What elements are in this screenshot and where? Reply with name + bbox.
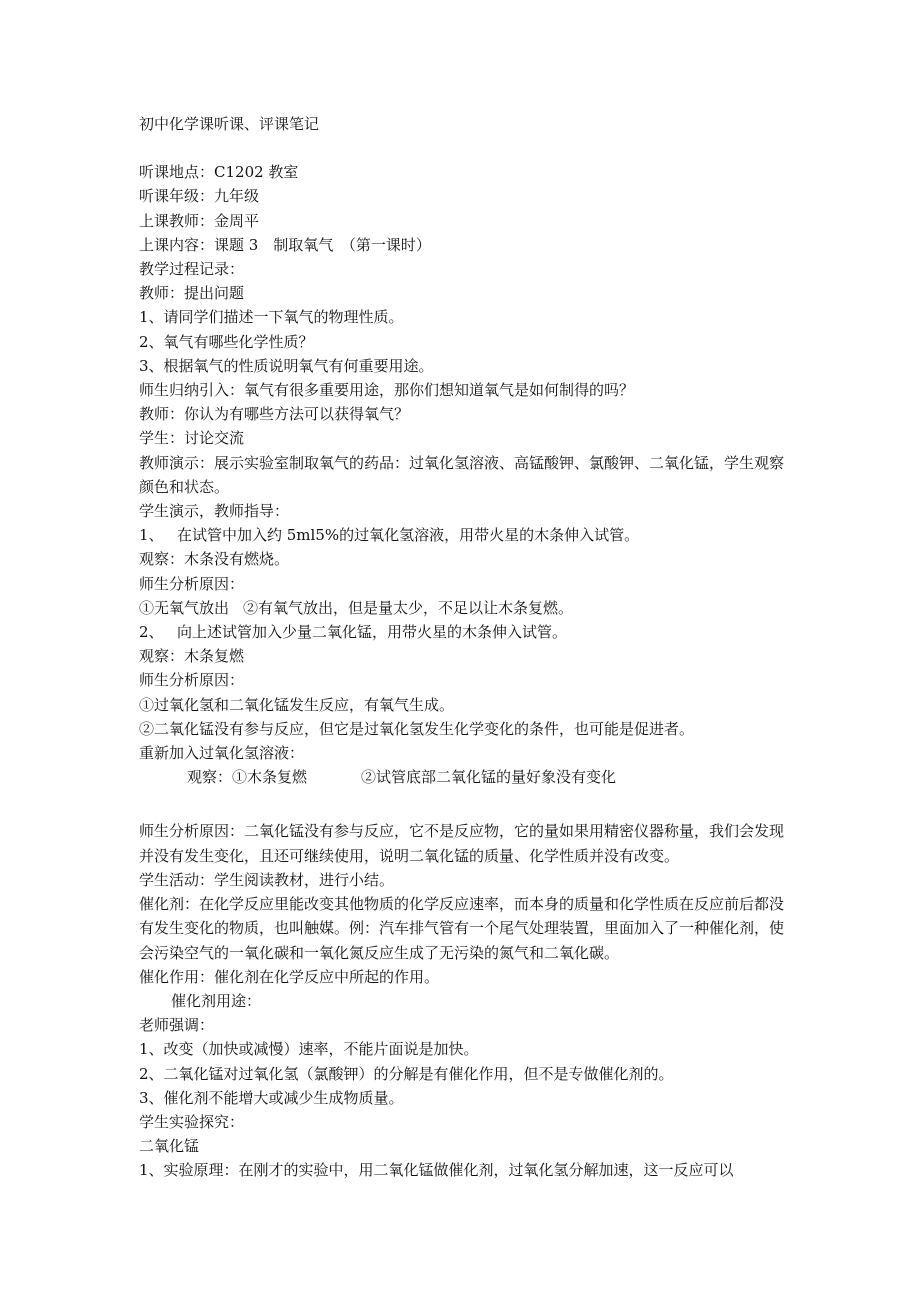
observation-3 [139,765,784,789]
analysis-1-heading: 师生分析原因： [139,574,245,593]
student-explore: 学生实验探究： [139,1112,245,1131]
step-2-text: 向上述试管加入少量二氧化锰，用带火星的木条伸入试管。 [177,623,568,642]
mno2-heading: 二氧化锰 [139,1137,200,1156]
student-discuss: 学生：讨论交流 [139,429,245,448]
experiment-principle: 1、实验原理：在刚才的实验中，用二氧化锰做催化剂，过氧化氢分解加速，这一反应可以 [139,1161,734,1180]
step-1-number: 1、 [139,526,164,545]
document-body [139,112,784,1183]
analysis-2-item: ①过氧化氢和二氧化锰发生反应，有氧气生成。 [139,695,455,714]
process-heading: 教学过程记录： [139,260,245,279]
teacher-emphasis: 老师强调： [139,1016,215,1035]
emphasis-item: 2、二氧化锰对过氧化氢（氯酸钾）的分解是有催化作用，但不是专做催化剂的。 [139,1064,674,1083]
observation-3-b: ②试管底部二氧化锰的量好象没有变化 [361,768,617,787]
analysis-1-option-a: ①无氧气放出 [139,598,230,617]
readd-solution: 重新加入过氧化氢溶液： [139,744,305,763]
analysis-1 [139,596,784,620]
step-2-number: 2、 [139,623,164,642]
question-item: 1、请同学们描述一下氧气的物理性质。 [139,308,404,327]
observation-3-a: 观察：①木条复燃 [187,768,308,787]
analysis-3: 师生分析原因：二氧化锰没有参与反应，它不是反应物，它的量如果用精密仪器称量，我们会发现并没有发生变化，且还可继续使用，说明二氧化锰的质量、化学性质并没有改变。 [139,822,785,865]
teacher-demo: 教师演示：展示实验室制取氧气的药品：过氧化氢溶液、高锰酸钾、氯酸钾、二氧化锰，学生观察颜色和状态。 [139,453,785,496]
emphasis-item: 3、催化剂不能增大或减少生成物质量。 [139,1088,404,1107]
step-1 [139,523,784,547]
catalyst-uses: 催化剂用途： [171,991,262,1010]
emphasis-item: 1、改变（加快或减慢）速率，不能片面说是加快。 [139,1040,479,1059]
student-demo-heading: 学生演示，教师指导： [139,502,290,521]
question-item: 3、根据氧气的性质说明氧气有何重要用途。 [139,356,434,375]
meta-teacher: 上课教师：金周平 [139,211,260,230]
teacher-question: 教师：提出问题 [139,284,245,303]
meta-content: 上课内容：课题 3 制取氧气 （第一课时） [139,235,431,254]
analysis-1-option-b: ②有氧气放出，但是量太少，不足以让木条复燃。 [243,598,574,617]
step-2 [139,620,784,644]
observation-2: 观察：木条复燃 [139,647,245,666]
catalysis-definition: 催化作用：催化剂在化学反应中所起的作用。 [139,967,440,986]
step-1-text: 在试管中加入约 5ml5%的过氧化氢溶液，用带火星的木条伸入试管。 [177,526,640,545]
teacher-ask: 教师：你认为有哪些方法可以获得氧气？ [139,405,410,424]
analysis-2-item: ②二氧化锰没有参与反应，但它是过氧化氢发生化学变化的条件，也可能是促进者。 [139,719,695,738]
analysis-2-heading: 师生分析原因： [139,671,245,690]
meta-location: 听课地点：C1202 教室 [139,163,299,182]
catalyst-definition: 催化剂：在化学反应里能改变其他物质的化学反应速率，而本身的质量和化学性质在反应前后都没有发生变化的物质，也叫触媒。例：汽车排气管有一个尾气处理装置，里面加入了一种催化剂，使会污染空气的一氧化碳和一氧化氮反应生成了无污染的氮气和二氧化碳。 [139,895,785,962]
meta-grade: 听课年级：九年级 [139,187,260,206]
summary-intro: 师生归纳引入：氧气有很多重要用途，那你们想知道氧气是如何制得的吗？ [139,381,635,400]
student-activity: 学生活动：学生阅读教材，进行小结。 [139,870,395,889]
document-title: 初中化学课听课、评课笔记 [139,115,320,133]
question-item: 2、氧气有哪些化学性质？ [139,332,314,351]
observation-1: 观察：木条没有燃烧。 [139,550,290,569]
